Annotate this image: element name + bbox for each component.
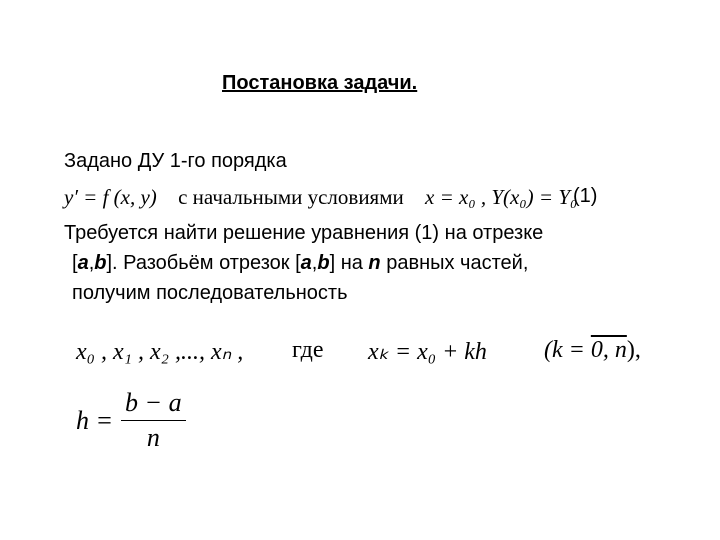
var-n: n bbox=[368, 252, 381, 274]
task-line-3: получим последовательность bbox=[72, 282, 348, 304]
sequence-formula: x₀ , x₁ , x₂ ,..., xₙ , bbox=[76, 339, 244, 365]
var-b: b bbox=[94, 252, 107, 274]
xk-formula: xₖ = x₀ + kh bbox=[368, 339, 487, 365]
h-lhs: h = bbox=[76, 405, 114, 435]
task-line-1: Требуется найти решение уравнения (1) на отрезке bbox=[64, 222, 544, 244]
initial-conditions: x = x₀ , Y(x₀) = Y₀ bbox=[425, 185, 578, 209]
task-text: равных частей, bbox=[380, 252, 529, 274]
var-a: a bbox=[300, 252, 312, 274]
h-numerator: b − a bbox=[121, 388, 186, 421]
task-text: ]. Разобьём отрезок [ bbox=[106, 252, 301, 274]
equation-line bbox=[64, 185, 598, 210]
h-fraction bbox=[121, 388, 186, 453]
var-a: a bbox=[77, 252, 89, 274]
where-word: где bbox=[292, 337, 324, 363]
task-text: ] на bbox=[329, 252, 369, 274]
h-denominator: n bbox=[146, 423, 160, 452]
k-open: (k = bbox=[544, 337, 591, 363]
h-formula bbox=[76, 388, 186, 453]
var-b: b bbox=[317, 252, 330, 274]
intro-text: Задано ДУ 1-го порядка bbox=[64, 150, 287, 172]
equation-middle-text: с начальными условиями bbox=[178, 185, 404, 209]
k-range bbox=[544, 337, 641, 364]
task-line-2 bbox=[72, 252, 528, 275]
equation-lhs: y′ = f (x, y) bbox=[64, 185, 157, 209]
k-range-values: 0, n bbox=[590, 337, 627, 363]
page-title: Постановка задачи. bbox=[222, 72, 418, 94]
comma: , bbox=[88, 252, 95, 274]
bracket-open: [ bbox=[72, 252, 78, 274]
k-close: ), bbox=[626, 337, 641, 363]
comma: , bbox=[311, 252, 318, 274]
equation-label: (1) bbox=[573, 185, 598, 207]
